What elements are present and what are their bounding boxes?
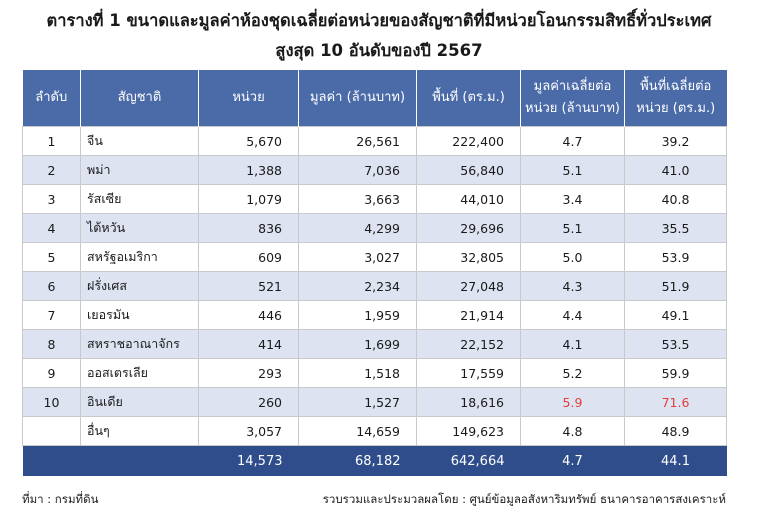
compiled-by-note: รวบรวมและประมวลผลโดย : ศูนย์ข้อมูลอสังหาริมทรัพย์ ธนาคารอาคารสงเคราะห์ [322, 492, 726, 506]
cell-avg-area: 53.5 [625, 330, 727, 359]
total-avg-value: 4.7 [521, 446, 625, 477]
cell-area: 17,559 [417, 359, 521, 388]
cell-avg-value: 3.4 [521, 185, 625, 214]
cell-avg-area: 53.9 [625, 243, 727, 272]
cell-nationality: สหรัฐอเมริกา [81, 243, 199, 272]
total-area: 642,664 [417, 446, 521, 477]
cell-value: 3,027 [299, 243, 417, 272]
cell-nationality: เยอรมัน [81, 301, 199, 330]
total-avg-area: 44.1 [625, 446, 727, 477]
header-avg-value-line1: มูลค่าเฉลี่ยต่อ [533, 79, 612, 94]
table-row [23, 243, 727, 272]
cell-units: 3,057 [199, 417, 299, 446]
table-row [23, 359, 727, 388]
cell-avg-value: 4.4 [521, 301, 625, 330]
cell-units: 836 [199, 214, 299, 243]
cell-avg-value: 5.2 [521, 359, 625, 388]
cell-area: 29,696 [417, 214, 521, 243]
header-area: พื้นที่ (ตร.ม.) [417, 70, 521, 127]
cell-rank [23, 417, 81, 446]
cell-rank: 1 [23, 127, 81, 156]
cell-value: 14,659 [299, 417, 417, 446]
cell-area: 32,805 [417, 243, 521, 272]
cell-avg-area: 71.6 [625, 388, 727, 417]
header-avg-area-line2: หน่วย (ตร.ม.) [636, 101, 716, 116]
cell-value: 4,299 [299, 214, 417, 243]
cell-area: 44,010 [417, 185, 521, 214]
cell-avg-area: 49.1 [625, 301, 727, 330]
cell-rank: 6 [23, 272, 81, 301]
cell-value: 3,663 [299, 185, 417, 214]
cell-value: 1,959 [299, 301, 417, 330]
cell-rank: 5 [23, 243, 81, 272]
cell-nationality: อื่นๆ [81, 417, 199, 446]
total-row [23, 446, 727, 477]
total-blank-rank [23, 446, 81, 477]
header-rank: ลำดับ [23, 70, 81, 127]
table-row [23, 156, 727, 185]
header-nationality: สัญชาติ [81, 70, 199, 127]
cell-nationality: ไต้หวัน [81, 214, 199, 243]
header-avg-value-line2: หน่วย (ล้านบาท) [525, 101, 620, 116]
title-block [0, 10, 758, 62]
cell-nationality: อินเดีย [81, 388, 199, 417]
table-title-line1: ตารางที่ 1 ขนาดและมูลค่าห้องชุดเฉลี่ยต่อหน่วยของสัญชาติที่มีหน่วยโอนกรรมสิทธิ์ทั่วประเทศ [46, 11, 712, 30]
table-row [23, 301, 727, 330]
cell-avg-area: 48.9 [625, 417, 727, 446]
cell-avg-area: 41.0 [625, 156, 727, 185]
cell-units: 293 [199, 359, 299, 388]
cell-area: 56,840 [417, 156, 521, 185]
cell-avg-value: 4.7 [521, 127, 625, 156]
cell-nationality: สหราชอาณาจักร [81, 330, 199, 359]
table-row [23, 330, 727, 359]
cell-avg-area: 35.5 [625, 214, 727, 243]
table-row [23, 214, 727, 243]
cell-avg-value: 5.9 [521, 388, 625, 417]
header-value: มูลค่า (ล้านบาท) [299, 70, 417, 127]
cell-avg-area: 39.2 [625, 127, 727, 156]
table-title-line2: สูงสุด 10 อันดับของปี 2567 [275, 41, 483, 60]
cell-units: 1,388 [199, 156, 299, 185]
cell-area: 27,048 [417, 272, 521, 301]
cell-value: 1,518 [299, 359, 417, 388]
cell-avg-value: 4.8 [521, 417, 625, 446]
cell-value: 1,699 [299, 330, 417, 359]
cell-value: 7,036 [299, 156, 417, 185]
condo-nationality-table [22, 70, 727, 476]
cell-nationality: ฝรั่งเศส [81, 272, 199, 301]
cell-rank: 7 [23, 301, 81, 330]
table-row [23, 417, 727, 446]
cell-units: 609 [199, 243, 299, 272]
cell-rank: 3 [23, 185, 81, 214]
cell-avg-value: 5.1 [521, 156, 625, 185]
table-row [23, 272, 727, 301]
cell-avg-value: 5.1 [521, 214, 625, 243]
cell-units: 414 [199, 330, 299, 359]
total-blank-nationality [81, 446, 199, 477]
cell-units: 5,670 [199, 127, 299, 156]
header-avg-value [521, 70, 625, 127]
cell-avg-area: 40.8 [625, 185, 727, 214]
cell-units: 521 [199, 272, 299, 301]
table-row [23, 127, 727, 156]
table-body [23, 127, 727, 446]
cell-value: 26,561 [299, 127, 417, 156]
cell-rank: 2 [23, 156, 81, 185]
cell-area: 222,400 [417, 127, 521, 156]
header-avg-area [625, 70, 727, 127]
cell-value: 2,234 [299, 272, 417, 301]
cell-nationality: จีน [81, 127, 199, 156]
cell-avg-area: 51.9 [625, 272, 727, 301]
header-units: หน่วย [199, 70, 299, 127]
cell-area: 149,623 [417, 417, 521, 446]
cell-area: 21,914 [417, 301, 521, 330]
table-header-row [23, 70, 727, 127]
cell-area: 22,152 [417, 330, 521, 359]
source-note: ที่มา : กรมที่ดิน [22, 492, 99, 506]
cell-units: 260 [199, 388, 299, 417]
cell-avg-value: 5.0 [521, 243, 625, 272]
header-avg-area-line1: พื้นที่เฉลี่ยต่อ [640, 79, 712, 94]
table-row [23, 388, 727, 417]
cell-avg-area: 59.9 [625, 359, 727, 388]
total-units: 14,573 [199, 446, 299, 477]
table-row [23, 185, 727, 214]
cell-rank: 8 [23, 330, 81, 359]
cell-avg-value: 4.3 [521, 272, 625, 301]
cell-units: 446 [199, 301, 299, 330]
cell-avg-value: 4.1 [521, 330, 625, 359]
total-value: 68,182 [299, 446, 417, 477]
cell-nationality: รัสเซีย [81, 185, 199, 214]
cell-nationality: พม่า [81, 156, 199, 185]
cell-rank: 4 [23, 214, 81, 243]
cell-value: 1,527 [299, 388, 417, 417]
cell-area: 18,616 [417, 388, 521, 417]
cell-nationality: ออสเตรเลีย [81, 359, 199, 388]
cell-rank: 9 [23, 359, 81, 388]
cell-rank: 10 [23, 388, 81, 417]
cell-units: 1,079 [199, 185, 299, 214]
